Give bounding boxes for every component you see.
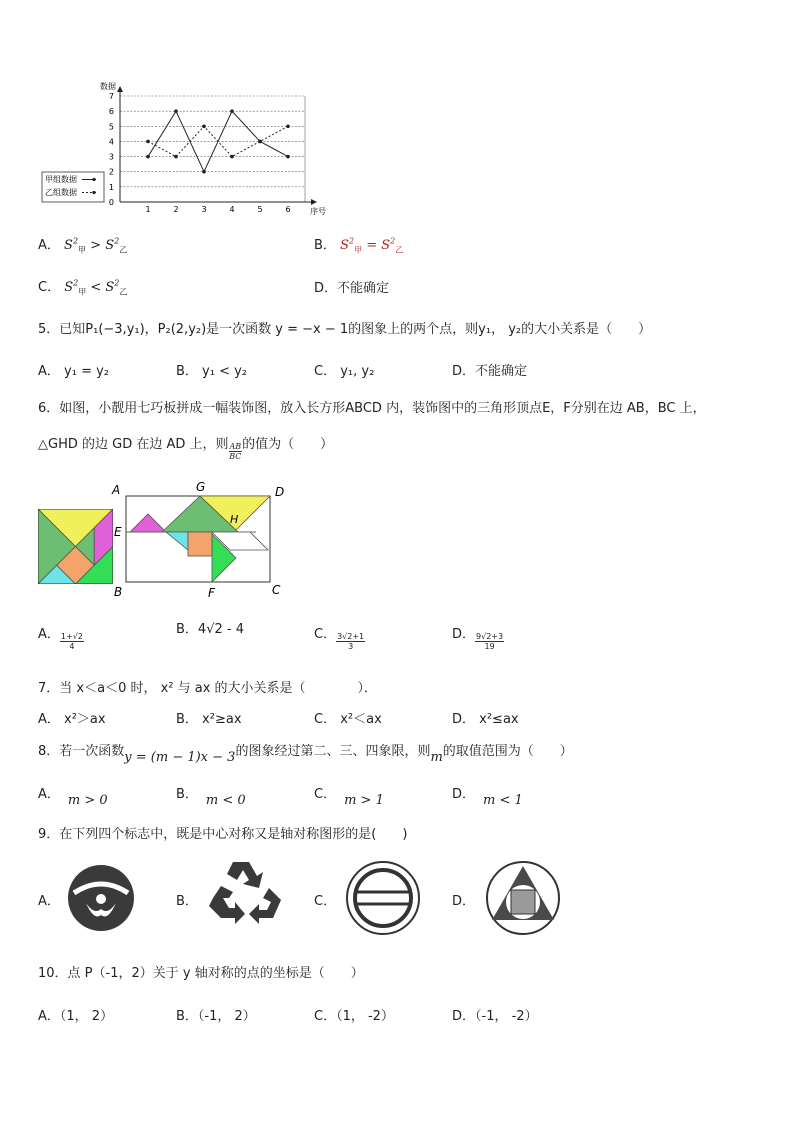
y-tick-label: 2	[108, 167, 114, 177]
option-label: D．	[452, 627, 476, 642]
x-tick-label: 6	[285, 205, 291, 214]
x-axis-arrow	[311, 199, 317, 205]
label-f: F	[208, 586, 215, 600]
q6-option-c-fraction	[336, 632, 365, 651]
q5-option-a[interactable]: A． y₁ = y₂	[38, 364, 109, 379]
q6-stem-text: △GHD 的边 GD 在边 AD 上，则	[38, 437, 229, 452]
q7-option-d[interactable]: D． x²≤ax	[452, 712, 519, 727]
label-h: H	[230, 513, 239, 526]
option-label: B．	[176, 787, 198, 802]
q6-option-d-fraction	[475, 632, 504, 651]
logo-a-icon	[66, 863, 136, 933]
q6-stem-tail: 的值为（ ）	[242, 437, 334, 452]
series-0-point	[286, 155, 290, 159]
series-1-point	[146, 140, 150, 144]
option-math: m < 0	[205, 793, 246, 808]
q10-stem: 10．点 P（-1，2）关于 y 轴对称的点的坐标是（ ）	[38, 966, 364, 981]
triangle-circle-logo-icon	[484, 860, 562, 936]
option-math: m < 1	[483, 793, 523, 808]
q4-option-a-math: $S^2_甲 > S^2_乙$	[64, 236, 128, 255]
q8-option-b[interactable]	[176, 783, 246, 808]
q5-option-c[interactable]: C． y₁, y₂	[314, 364, 375, 379]
q4-option-d[interactable]	[314, 277, 389, 296]
fraction-denominator: 3	[348, 642, 354, 651]
q6-option-a[interactable]	[38, 618, 84, 651]
x-tick-label: 4	[229, 205, 235, 214]
rectangle-abcd-figure	[108, 478, 298, 600]
fraction-denominator: 19	[484, 642, 495, 651]
series-1-point	[230, 155, 234, 159]
legend-marker-jia	[92, 178, 95, 181]
option-label: D．	[452, 787, 476, 802]
x-tick-label: 5	[257, 205, 263, 214]
q6-stem-line2	[38, 428, 333, 461]
q4-option-b-math: $S^2_甲 = S^2_乙$	[340, 236, 404, 255]
x-axis-label: 序号	[310, 207, 326, 216]
series-1-point	[258, 140, 262, 144]
x-tick-label: 1	[145, 205, 151, 214]
q8-variable: m	[430, 750, 443, 765]
q8-stem	[38, 740, 573, 765]
q8-option-d[interactable]	[452, 783, 523, 808]
x-tick-label: 3	[201, 205, 207, 214]
decor-orange-square	[188, 532, 212, 556]
fraction-numerator: AB	[229, 442, 242, 451]
q6-option-c[interactable]	[314, 618, 365, 651]
series-0-point	[146, 155, 150, 159]
q8-stem-pre: 8．若一次函数	[38, 744, 125, 759]
series-0-point	[202, 170, 206, 174]
q8-option-a[interactable]	[38, 783, 108, 808]
fraction-numerator: 9√2+3	[476, 632, 504, 641]
y-tick-label: 3	[108, 152, 114, 162]
q9-option-c[interactable]: C．	[314, 894, 337, 909]
q10-option-d[interactable]: D．（-1， -2）	[452, 1009, 538, 1024]
y-tick-label: 6	[108, 107, 114, 117]
q10-option-b[interactable]: B．（-1， 2）	[176, 1009, 256, 1024]
q4-option-c-math: $S^2_甲 < S^2_乙$	[64, 278, 128, 297]
q9-option-d[interactable]: D．	[452, 894, 476, 909]
q5-option-d[interactable]: D．不能确定	[452, 364, 528, 379]
y-tick-label: 5	[108, 122, 114, 132]
q7-option-a[interactable]: A． x²＞ax	[38, 712, 106, 727]
option-label: C．	[314, 627, 337, 642]
q8-stem-post: 的取值范围为（ ）	[442, 744, 573, 759]
label-g: G	[196, 480, 206, 494]
legend-label-jia: 甲组数据	[45, 175, 77, 184]
option-text: 不能确定	[337, 281, 390, 296]
q10-option-a[interactable]: A．（1， 2）	[38, 1009, 114, 1024]
q8-equation: y = (m − 1)x − 3	[124, 750, 236, 765]
q4-option-b[interactable]	[314, 234, 403, 256]
q7-stem: 7．当 x＜a＜0 时， x² 与 ax 的大小关系是（ ）．	[38, 681, 378, 696]
option-label: A．	[38, 238, 60, 253]
option-label: A．	[38, 787, 60, 802]
option-math: m > 1	[344, 793, 384, 808]
option-label: D．	[314, 281, 338, 296]
y-axis-arrow	[117, 86, 123, 92]
option-label: B．	[314, 238, 336, 253]
y-tick-label: 4	[108, 137, 114, 147]
circle-bar-logo-icon	[343, 860, 423, 936]
series-1-point	[202, 124, 206, 128]
legend-label-yi: 乙组数据	[45, 188, 77, 197]
q7-option-b[interactable]: B． x²≥ax	[176, 712, 242, 727]
q10-option-c[interactable]: C．（1， -2）	[314, 1009, 394, 1024]
label-d: D	[275, 485, 285, 499]
option-label: A．	[38, 627, 60, 642]
y-tick-label: 7	[108, 92, 114, 101]
q9-option-a[interactable]: A．	[38, 894, 60, 909]
q6-option-b[interactable]: B．4√2 - 4	[176, 622, 244, 637]
series-1-point	[174, 155, 178, 159]
series-1-point	[286, 124, 290, 128]
fraction-denominator: 4	[69, 642, 75, 651]
q5-option-b[interactable]: B． y₁ < y₂	[176, 364, 248, 379]
y-axis-label: 数据	[100, 82, 116, 91]
tangram-square-figure	[38, 509, 113, 584]
q8-option-c[interactable]	[314, 783, 384, 808]
option-label: C．	[38, 280, 61, 295]
fraction-numerator: 1+√2	[60, 632, 83, 641]
q8-stem-mid: 的图象经过第二、三、四象限，则	[235, 744, 431, 759]
label-b: B	[114, 585, 123, 599]
series-0-point	[230, 109, 234, 113]
option-math: m > 0	[67, 793, 108, 808]
q6-fraction	[229, 442, 243, 461]
q5-stem: 5．已知P₁(−3,y₁)，P₂(2,y₂)是一次函数 y = −x − 1的图象上的两个点，则y₁， y₂的大小关系是（ ）	[38, 322, 652, 337]
q6-stem-line1: 6．如图，小靓用七巧板拼成一幅装饰图，放入长方形ABCD 内，装饰图中的三角形顶点E，F分别在边 AB，BC 上，	[38, 401, 706, 416]
legend-marker-yi	[92, 191, 95, 194]
fraction-denominator: BC	[229, 452, 242, 461]
q9-option-b[interactable]: B．	[176, 894, 198, 909]
q9-stem: 9．在下列四个标志中，既是中心对称又是轴对称图形的是( )	[38, 827, 408, 842]
label-a: A	[112, 483, 121, 497]
q6-option-a-fraction	[60, 632, 84, 651]
series-0-point	[174, 109, 178, 113]
label-e: E	[114, 525, 122, 539]
option-label: C．	[314, 787, 337, 802]
q4-option-c[interactable]	[38, 276, 127, 298]
y-tick-label: 1	[108, 182, 114, 192]
label-c: C	[272, 583, 281, 597]
fraction-numerator: 3√2+1	[337, 632, 365, 641]
recycle-logo-icon	[205, 858, 285, 934]
q7-option-c[interactable]: C． x²＜ax	[314, 712, 382, 727]
q4-option-a[interactable]	[38, 234, 127, 256]
line-chart	[30, 78, 340, 223]
y-tick-label: 0	[108, 198, 114, 207]
x-tick-label: 2	[173, 205, 179, 214]
legend	[42, 172, 104, 202]
q6-option-d[interactable]	[452, 618, 504, 651]
